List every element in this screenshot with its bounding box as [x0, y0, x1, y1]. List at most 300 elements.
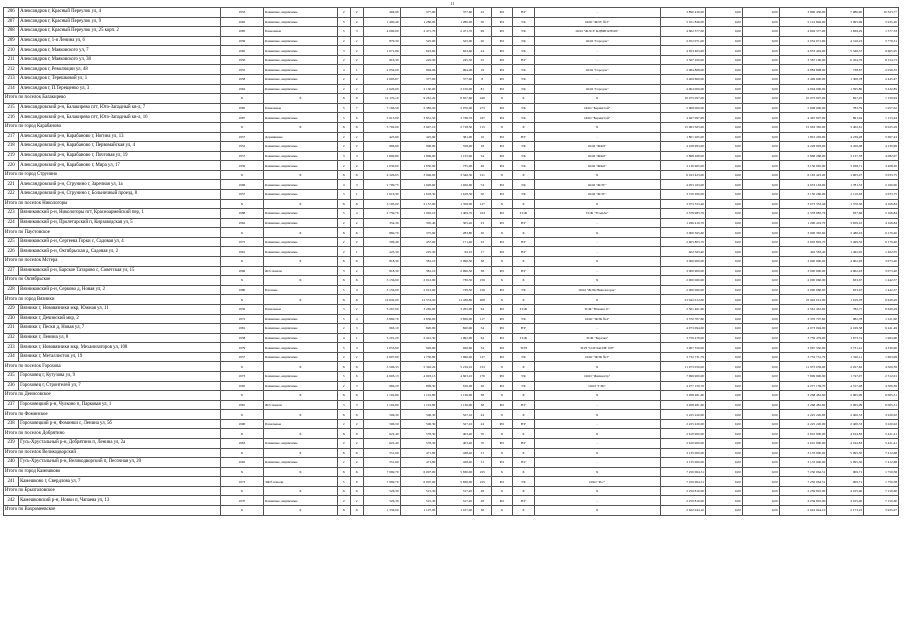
- cell-org: -: [534, 247, 660, 257]
- cell-tot: 2 052 071,00: [779, 36, 827, 46]
- cell-fl: 2: [337, 381, 350, 391]
- cell-x: X: [513, 410, 535, 420]
- cell-liv: 305,40: [400, 218, 437, 228]
- cell-area: 1 102,80: [363, 400, 400, 410]
- cell-fl: 2: [337, 55, 350, 65]
- cell-c1: 0,00: [706, 448, 743, 458]
- cell-area: 4 326,05: [363, 170, 400, 180]
- cell-liv: 2 471,70: [400, 27, 437, 37]
- cell-x: X: [264, 410, 338, 420]
- cell-area: 7 969,70: [363, 467, 400, 477]
- cell-res: 30: [474, 228, 491, 238]
- cell-form: РО: [491, 285, 513, 295]
- cell-tot: 2 225 220,00: [779, 419, 827, 429]
- cell-en: 6: [350, 477, 363, 487]
- cell-x: X: [220, 199, 263, 209]
- cell-org: -: [534, 324, 660, 334]
- cell-tot: 2 259 810,00: [779, 486, 827, 496]
- cell-cost: 3 135 000,00: [660, 458, 706, 468]
- cell-form: РО: [491, 381, 513, 391]
- cell-u2: 1 462,05: [864, 247, 899, 257]
- cell-tot: 402 563,40: [779, 247, 827, 257]
- cell-org: -: [534, 439, 660, 449]
- cell-liv: 5 302,20: [400, 362, 437, 372]
- cell-year: 1962: [220, 84, 263, 94]
- cell-form: РО: [491, 371, 513, 381]
- cell-fl: 4: [337, 333, 350, 343]
- cell-x: X: [491, 295, 513, 305]
- cell-u2: 5 421,41: [864, 429, 899, 439]
- cell-u2: 6 629,29: [864, 304, 899, 314]
- cell-year: 1985: [220, 27, 263, 37]
- cell-addr: Гусь-Хрустальный р-н, Великодворский п, Песочная ул, 20: [19, 458, 221, 468]
- cell-tot: 3 268 481,60: [779, 391, 827, 401]
- cell-tot: 2 084 808,00: [779, 65, 827, 75]
- cell-u1: 909,71: [827, 467, 864, 477]
- table-row: [4, 247, 899, 257]
- cell-year: 1959: [220, 161, 263, 171]
- cell-area: 5 596,33: [363, 362, 400, 372]
- cell-st: УК: [513, 75, 535, 85]
- cell-liv2: 525,00: [437, 36, 474, 46]
- cell-c2: 0,00: [742, 285, 779, 295]
- cell-res: 28: [474, 496, 491, 506]
- cell-u1: 1 747,07: [827, 371, 864, 381]
- cell-x: X: [220, 276, 263, 286]
- cell-area: 622,40: [363, 429, 400, 439]
- cell-res: 28: [474, 486, 491, 496]
- cell-addr: Вязники г, Металлистов ул, 19: [19, 352, 221, 362]
- cell-u1: 5 095,30: [827, 448, 864, 458]
- cell-tot: 2 000 060,00: [779, 285, 827, 295]
- cell-cost: 4 228 993,00: [660, 142, 706, 152]
- cell-tot: 7 250 064,51: [779, 477, 827, 487]
- cell-x: X: [337, 276, 350, 286]
- cell-n: 210: [4, 46, 19, 56]
- cell-res: 121: [474, 170, 491, 180]
- cell-u1: 982,78: [827, 314, 864, 324]
- cell-cost: 10 075 097,00: [660, 94, 706, 104]
- cell-en: 1: [350, 65, 363, 75]
- cell-c2: 0,00: [742, 17, 779, 27]
- subtotal-row: [4, 391, 899, 401]
- cell-u2: 4 509,39: [864, 381, 899, 391]
- cell-liv2: 1 618,30: [437, 189, 474, 199]
- table-row: [4, 477, 899, 487]
- cell-res: 127: [474, 352, 491, 362]
- cell-en: 2: [350, 458, 363, 468]
- cell-liv2: 3 346,30: [437, 170, 474, 180]
- cell-liv: 623,60: [400, 46, 437, 56]
- cell-st: НУ: [513, 218, 535, 228]
- cell-liv: 425,90: [400, 132, 437, 142]
- table-row: [4, 84, 899, 94]
- cell-u2: 9 605,95: [864, 46, 899, 56]
- cell-c1: 0,00: [706, 257, 743, 267]
- cell-u2: 2 445,47: [864, 75, 899, 85]
- cell-c1: 0,00: [706, 199, 743, 209]
- cell-wall: Каменные, кирпичные: [264, 324, 338, 334]
- cell-area: 3 195,00: [363, 199, 400, 209]
- cell-tot: 3 000 900,00: [779, 266, 827, 276]
- cell-year: 1966: [220, 180, 263, 190]
- cell-st: УК: [513, 381, 535, 391]
- cell-cost: 23 942 012,00: [660, 295, 706, 305]
- cell-fl: 3: [337, 304, 350, 314]
- cell-u2: 1 153,44: [864, 113, 899, 123]
- cell-x: X: [350, 94, 363, 104]
- cell-org: -: [534, 419, 660, 429]
- cell-wall: Каменные, кирпичные: [264, 352, 338, 362]
- cell-res: 115: [474, 122, 491, 132]
- cell-u2: 6 025,29: [864, 122, 899, 132]
- cell-area: 16 042,00: [363, 295, 400, 305]
- cell-en: 2: [350, 8, 363, 18]
- cell-en: 6: [350, 113, 363, 123]
- cell-n: 222: [4, 189, 19, 199]
- subtotal-row: [4, 295, 899, 305]
- cell-cost: 3 732 731,79: [660, 352, 706, 362]
- cell-form: РО: [491, 218, 513, 228]
- cell-c2: 0,00: [742, 94, 779, 104]
- cell-cost: 11 973 059,00: [660, 362, 706, 372]
- cell-org: -: [534, 237, 660, 247]
- cell-res: 104: [474, 209, 491, 219]
- cell-addr: Вязниковский р-н, Сергеева Горки с, Садовая ул, 4: [19, 237, 221, 247]
- cell-res: 225: [474, 477, 491, 487]
- cell-area: 860,70: [363, 228, 400, 238]
- cell-year: 1956: [220, 55, 263, 65]
- cell-x: X: [350, 228, 363, 238]
- cell-liv2: 5 070,00: [437, 103, 474, 113]
- cell-n: 221: [4, 180, 19, 190]
- cell-x: X: [534, 448, 660, 458]
- cell-st: УК: [513, 103, 535, 113]
- cell-x: X: [491, 257, 513, 267]
- cell-res: 167: [474, 113, 491, 123]
- cell-x: X: [350, 362, 363, 372]
- cell-tot: 3 890 430,00: [779, 8, 827, 18]
- cell-form: РО: [491, 36, 513, 46]
- cell-form: РО: [491, 132, 513, 142]
- cell-tot: 3 000 365,60: [779, 228, 827, 238]
- cell-x: X: [350, 122, 363, 132]
- cell-fl: 3: [337, 46, 350, 56]
- cell-c2: 0,00: [742, 257, 779, 267]
- cell-tot: 3 135 000,00: [779, 448, 827, 458]
- cell-x: X: [513, 122, 535, 132]
- cell-tot: 2 610 900,00: [779, 429, 827, 439]
- cell-x: X: [534, 429, 660, 439]
- cell-liv2: 438,40: [437, 458, 474, 468]
- cell-tot: 4 653 403,00: [779, 46, 827, 56]
- cell-form: РО: [491, 151, 513, 161]
- cell-area: 622,40: [363, 439, 400, 449]
- cell-x: X: [264, 257, 338, 267]
- cell-st: УК: [513, 285, 535, 295]
- subtotal-label: Итого по Денисовское: [4, 391, 221, 401]
- table-row: [4, 285, 899, 295]
- cell-u2: 5 421,41: [864, 439, 899, 449]
- cell-u1: 6 454,76: [827, 55, 864, 65]
- cell-form: РО: [491, 84, 513, 94]
- cell-u1: 1 673,72: [827, 333, 864, 343]
- cell-liv: 1 101,80: [400, 391, 437, 401]
- cell-area: 1 053,60: [363, 343, 400, 353]
- cell-x: X: [534, 228, 660, 238]
- cell-x: X: [264, 486, 338, 496]
- cell-u1: 4 317,48: [827, 381, 864, 391]
- cell-cost: 1 801 265,00: [660, 132, 706, 142]
- cell-c2: 0,00: [742, 400, 779, 410]
- cell-fl: 2: [337, 8, 350, 18]
- cell-cost: 1 296 419,70: [660, 218, 706, 228]
- table-row: [4, 113, 899, 123]
- cell-u1: 4 105,00: [827, 486, 864, 496]
- cell-tot: 23 942 012,00: [779, 295, 827, 305]
- cell-c2: 0,00: [742, 170, 779, 180]
- subtotal-label: Итого по Паустовское: [4, 228, 221, 238]
- cell-liv: 996,90: [400, 142, 437, 152]
- cell-fl: 5: [337, 113, 350, 123]
- cell-st: УК: [513, 314, 535, 324]
- cell-year: 1962: [220, 46, 263, 56]
- cell-area: 3 201,20: [363, 333, 400, 343]
- cell-x: X: [513, 486, 535, 496]
- cell-c2: 0,00: [742, 477, 779, 487]
- cell-cost: 3 759 479,00: [660, 333, 706, 343]
- cell-st: НУ: [513, 419, 535, 429]
- cell-liv2: 2 090,30: [437, 266, 474, 276]
- cell-x: X: [337, 199, 350, 209]
- cell-tot: 2 561 461,60: [779, 304, 827, 314]
- subtotal-row: [4, 506, 899, 516]
- cell-tot: 5 101 846,00: [779, 17, 827, 27]
- cell-org: -: [534, 266, 660, 276]
- cell-st: НУ: [513, 55, 535, 65]
- cell-x: X: [491, 467, 513, 477]
- cell-u2: 5 432,85: [864, 84, 899, 94]
- cell-c1: 0,00: [706, 94, 743, 104]
- cell-liv: 2 012,00: [400, 285, 437, 295]
- cell-x: X: [491, 391, 513, 401]
- cell-liv2: 2 090,30: [437, 257, 474, 267]
- cell-res: 34: [474, 324, 491, 334]
- cell-liv2: 1 696,40: [437, 352, 474, 362]
- cell-c1: 0,00: [706, 333, 743, 343]
- cell-en: 3: [350, 180, 363, 190]
- cell-c2: 0,00: [742, 161, 779, 171]
- cell-area: 2 054,00: [363, 65, 400, 75]
- cell-c2: 0,00: [742, 151, 779, 161]
- subtotal-label: Итого по Брызгаловское: [4, 486, 221, 496]
- cell-cost: 3 135 000,00: [660, 448, 706, 458]
- cell-u1: 783,79: [827, 103, 864, 113]
- cell-u1: 4 316,22: [827, 36, 864, 46]
- cell-addr: Вязники г, Нововязники мкр, Южная ул, 11: [19, 304, 221, 314]
- subtotal-row: [4, 170, 899, 180]
- cell-x: X: [491, 122, 513, 132]
- cell-liv2: 2 718,30: [437, 122, 474, 132]
- cell-tot: 3 073 353,46: [779, 199, 827, 209]
- cell-liv: 4 603,13: [400, 371, 437, 381]
- cell-fl: 2: [337, 36, 350, 46]
- cell-x: X: [350, 448, 363, 458]
- cell-u1: 3 659,10: [827, 218, 864, 228]
- cell-en: 3: [350, 343, 363, 353]
- cell-wall: Каменные, кирпичные: [264, 84, 338, 94]
- cell-tot: 2 378 983,76: [779, 209, 827, 219]
- cell-st: НУ: [513, 266, 535, 276]
- cell-u1: 2 173,22: [827, 506, 864, 516]
- cell-res: 64: [474, 333, 491, 343]
- cell-n: 223: [4, 209, 19, 219]
- cell-x: X: [534, 506, 660, 516]
- cell-area: 506,30: [363, 419, 400, 429]
- cell-x: X: [337, 94, 350, 104]
- cell-x: X: [491, 228, 513, 238]
- cell-u2: 6 179,40: [864, 237, 899, 247]
- table-row: [4, 55, 899, 65]
- cell-c2: 0,00: [742, 362, 779, 372]
- cell-form: РО: [491, 304, 513, 314]
- cell-org: ООО "Берингтой": [534, 113, 660, 123]
- cell-fl: 3: [337, 189, 350, 199]
- cell-u1: 1 905,47: [827, 170, 864, 180]
- cell-c1: 0,00: [706, 84, 743, 94]
- cell-st: НУ: [513, 458, 535, 468]
- cell-area: 3 156,00: [363, 276, 400, 286]
- cell-form: РО: [491, 17, 513, 27]
- cell-en: 2: [350, 55, 363, 65]
- cell-form: РО: [491, 496, 513, 506]
- cell-u2: 1 159,94: [864, 94, 899, 104]
- cell-liv: 525,00: [400, 36, 437, 46]
- cell-x: X: [264, 429, 338, 439]
- cell-c2: 0,00: [742, 65, 779, 75]
- cell-x: X: [337, 410, 350, 420]
- table-body: [4, 8, 899, 516]
- cell-wall: Каменные, кирпичные: [264, 247, 338, 257]
- cell-en: 2: [350, 36, 363, 46]
- cell-area: 996,90: [363, 142, 400, 152]
- cell-liv: 515,30: [400, 496, 437, 506]
- cell-res: 48: [474, 161, 491, 171]
- cell-res: 25: [474, 55, 491, 65]
- cell-cost: 3 067 350,00: [660, 343, 706, 353]
- cell-liv2: 4 603,10: [437, 371, 474, 381]
- cell-c2: 0,00: [742, 458, 779, 468]
- cell-fl: 5: [337, 371, 350, 381]
- cell-n: 228: [4, 285, 19, 295]
- cell-form: РО: [491, 46, 513, 56]
- cell-addr: Александров г, П.Терещенко ул, 3: [19, 84, 221, 94]
- cell-area: 596,40: [363, 237, 400, 247]
- cell-liv: 1 101,80: [400, 400, 437, 410]
- cell-c2: 0,00: [742, 266, 779, 276]
- cell-u2: 6 179,40: [864, 228, 899, 238]
- cell-year: 1958: [220, 75, 263, 85]
- cell-wall: Каменные, кирпичные: [264, 439, 338, 449]
- cell-fl: 5: [337, 209, 350, 219]
- cell-st: ТСЖ: [513, 304, 535, 314]
- cell-cost: 3 567 100,00: [660, 55, 706, 65]
- cell-u1: 891,04: [827, 113, 864, 123]
- cell-liv: 1 902,10: [400, 209, 437, 219]
- cell-liv: 377,60: [400, 8, 437, 18]
- table-row: [4, 439, 899, 449]
- cell-st: НУ: [513, 496, 535, 506]
- cell-form: РО: [491, 477, 513, 487]
- cell-n: 238: [4, 419, 19, 429]
- cell-cost: 3 370 707,60: [660, 314, 706, 324]
- cell-wall: Каменные, кирпичные: [264, 17, 338, 27]
- cell-x: X: [534, 199, 660, 209]
- cell-en: 2: [350, 419, 363, 429]
- table-row: [4, 103, 899, 113]
- cell-liv: 377,00: [400, 75, 437, 85]
- cell-liv: 3 836,00: [400, 314, 437, 324]
- cell-x: X: [264, 276, 338, 286]
- cell-n: 226: [4, 247, 19, 257]
- cell-liv2: 1 926,60: [437, 180, 474, 190]
- cell-cost: 2 622 944,10: [660, 506, 706, 516]
- cell-n: 232: [4, 333, 19, 343]
- cell-tot: 10 075 097,00: [779, 94, 827, 104]
- cell-st: НУ: [513, 8, 535, 18]
- cell-fl: 3: [337, 400, 350, 410]
- cell-liv: 1 896,00: [400, 151, 437, 161]
- cell-c2: 0,00: [742, 75, 779, 85]
- cell-org: -: [534, 132, 660, 142]
- cell-u2: 6 005,31: [864, 391, 899, 401]
- cell-res: 38: [474, 391, 491, 401]
- cell-c1: 0,00: [706, 429, 743, 439]
- cell-u2: 4 106,84: [864, 218, 899, 228]
- cell-c1: 0,00: [706, 410, 743, 420]
- cell-liv: 994,06: [400, 65, 437, 75]
- cell-org: ООО "ЖЭК Никологоры": [534, 285, 660, 295]
- cell-cost: 2 610 900,00: [660, 439, 706, 449]
- cell-area: 12 179,10: [363, 94, 400, 104]
- cell-x: X: [534, 94, 660, 104]
- cell-fl: 2: [337, 142, 350, 152]
- table-row: [4, 46, 899, 56]
- cell-x: X: [220, 486, 263, 496]
- cell-form: РО: [491, 189, 513, 199]
- cell-x: X: [337, 391, 350, 401]
- cell-u2: 2 106,84: [864, 209, 899, 219]
- cell-c1: 0,00: [706, 343, 743, 353]
- cell-u2: 3 033,75: [864, 189, 899, 199]
- cell-year: 1955: [220, 65, 263, 75]
- cell-u1: 4 194,83: [827, 429, 864, 439]
- cell-st: НУ: [513, 324, 535, 334]
- cell-n: 218: [4, 142, 19, 152]
- cell-n: 217: [4, 132, 19, 142]
- cell-u2: 3 073,40: [864, 266, 899, 276]
- cell-liv2: 3 836,00: [437, 314, 474, 324]
- cell-u2: 2 160,90: [864, 180, 899, 190]
- cell-cost: 3 000 900,00: [660, 266, 706, 276]
- cell-u2: 1 963,66: [864, 333, 899, 343]
- cell-u1: 3 995,99: [827, 17, 864, 27]
- cell-res: 18: [474, 142, 491, 152]
- cell-u1: 5 340,37: [827, 46, 864, 56]
- cell-area: 506,30: [363, 410, 400, 420]
- cell-c1: 0,00: [706, 228, 743, 238]
- table-row: [4, 8, 899, 18]
